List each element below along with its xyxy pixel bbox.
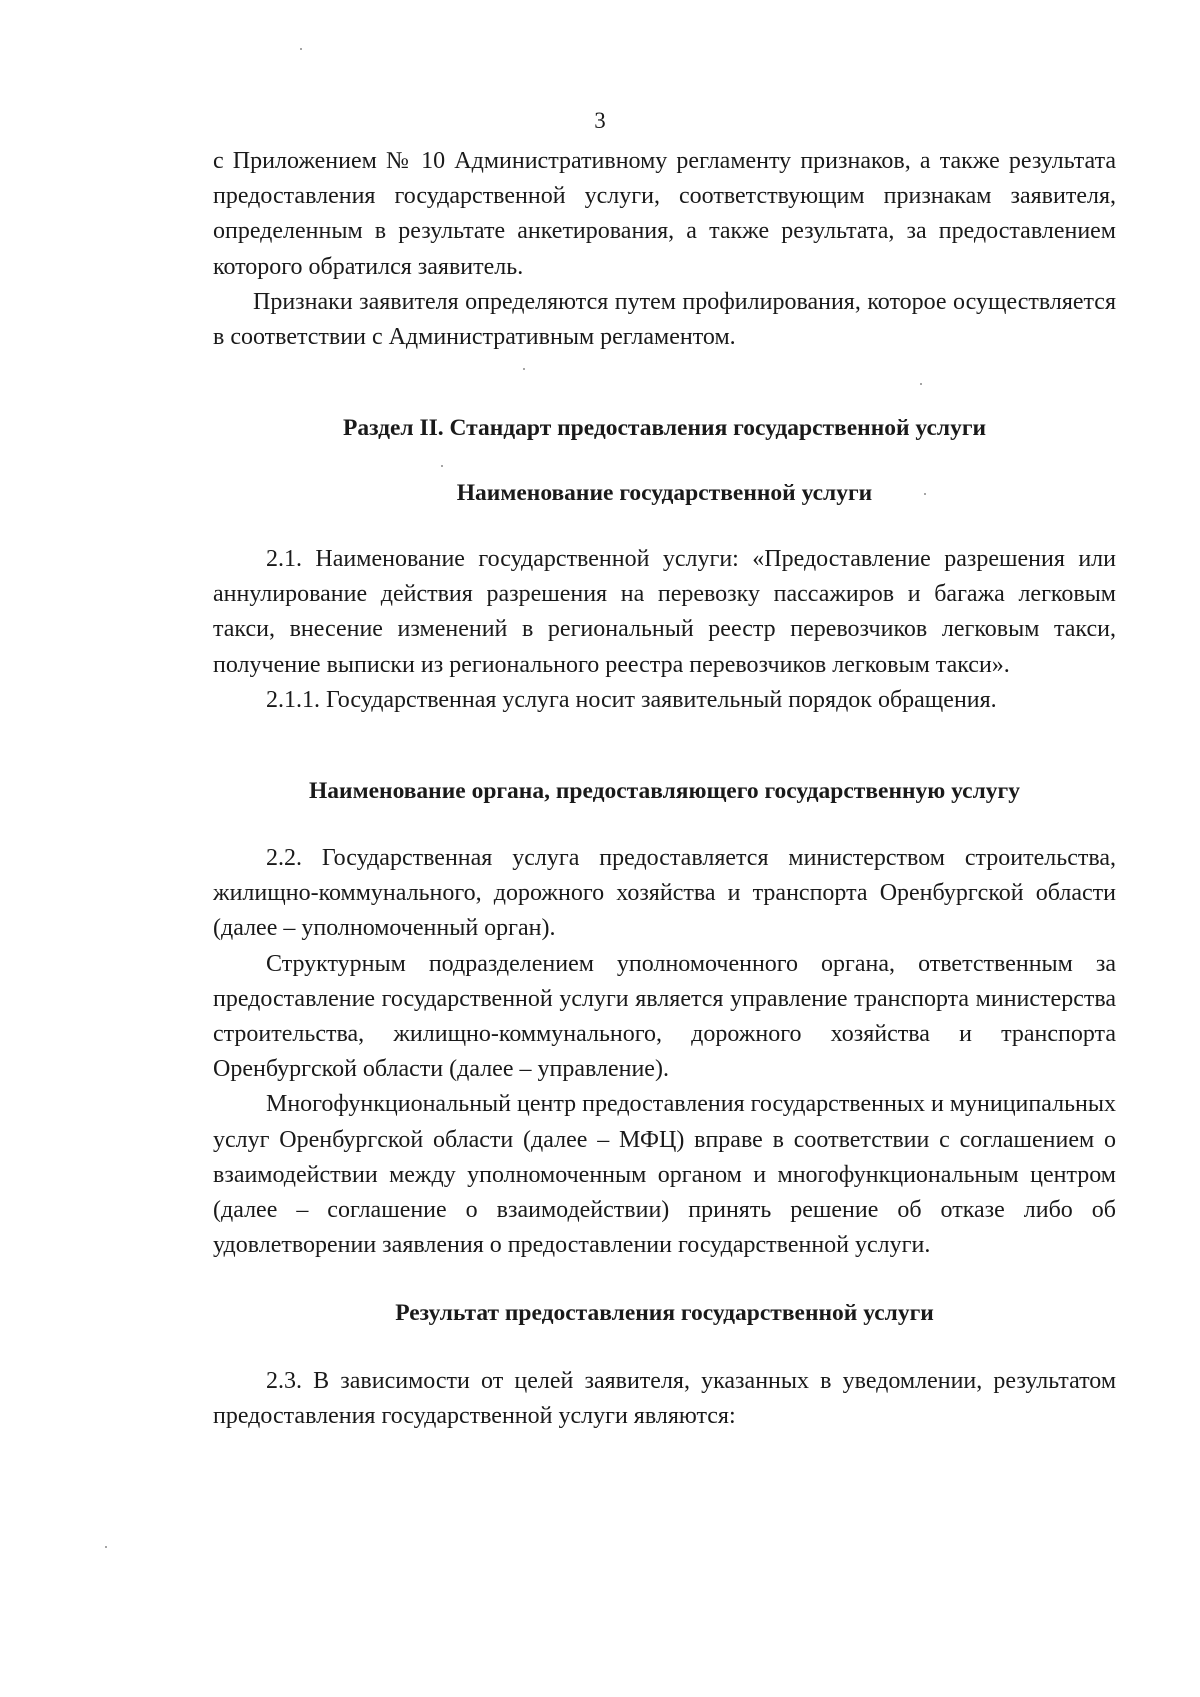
scan-speck	[920, 383, 922, 385]
authority-paragraph-1: 2.2. Государственная услуга предоставляется министерством строительства, жилищно-коммунального, дорожного хозяйства и транспорта Оренбургской области (далее – уполномоченный орган).	[213, 845, 1116, 942]
result-paragraph-1: 2.3. В зависимости от целей заявителя, указанных в уведомлении, результатом предоставления государственной услуги являются:	[213, 1368, 1116, 1430]
authority-heading: Наименование органа, предоставляющего государственную услугу	[309, 778, 1020, 804]
scan-speck	[523, 368, 525, 370]
service-name-block	[213, 542, 1116, 718]
scan-speck	[441, 465, 443, 467]
authority-paragraph-2: Структурным подразделением уполномоченного органа, ответственным за предоставление государственной услуги является управление транспорта министерства строительства, жилищно-коммунального, дорожного хозяйства и транспорта Оренбургской области (далее – управление).	[213, 950, 1116, 1083]
section-title: Раздел II. Стандарт предоставления государственной услуги	[342, 415, 987, 441]
result-heading: Результат предоставления государственной услуги	[395, 1300, 934, 1326]
authority-paragraph-3: Многофункциональный центр предоставления государственных и муниципальных услуг Оренбургской области (далее – МФЦ) вправе в соответствии с соглашением о взаимодействии между уполномоченным органом и многофункциональным центром (далее – соглашение о взаимодействии) принять решение об отказе либо об удовлетворении заявления о предоставлении государственной услуги.	[213, 1091, 1116, 1259]
result-block	[213, 1364, 1116, 1434]
scan-speck	[924, 493, 926, 495]
authority-block	[213, 841, 1116, 1263]
service-name-paragraph-2: 2.1.1. Государственная услуга носит заявительный порядок обращения.	[266, 686, 997, 713]
page-number: 3	[594, 108, 606, 133]
intro-block	[213, 144, 1116, 355]
intro-paragraph-2: Признаки заявителя определяются путем профилирования, которое осуществляется в соответствии с Административным регламентом.	[213, 288, 1116, 351]
scan-speck	[300, 48, 302, 50]
service-name-paragraph-1: 2.1. Наименование государственной услуги: «Предоставление разрешения или аннулирование действия разрешения на перевозку пассажиров и багажа легковым такси, внесение изменений в региональный реестр перевозчиков легковым такси, получение выписки из регионального реестра перевозчиков легковым такси».	[213, 546, 1116, 678]
scan-speck	[105, 1546, 107, 1548]
intro-paragraph-1: с Приложением № 10 Административному регламенту признаков, а также результата предоставления государственной услуги, соответствующим признакам заявителя, определенным в результате анкетирования, а также результата, за предоставлением которого обратился заявитель.	[213, 148, 1116, 280]
service-name-heading: Наименование государственной услуги	[456, 480, 873, 506]
